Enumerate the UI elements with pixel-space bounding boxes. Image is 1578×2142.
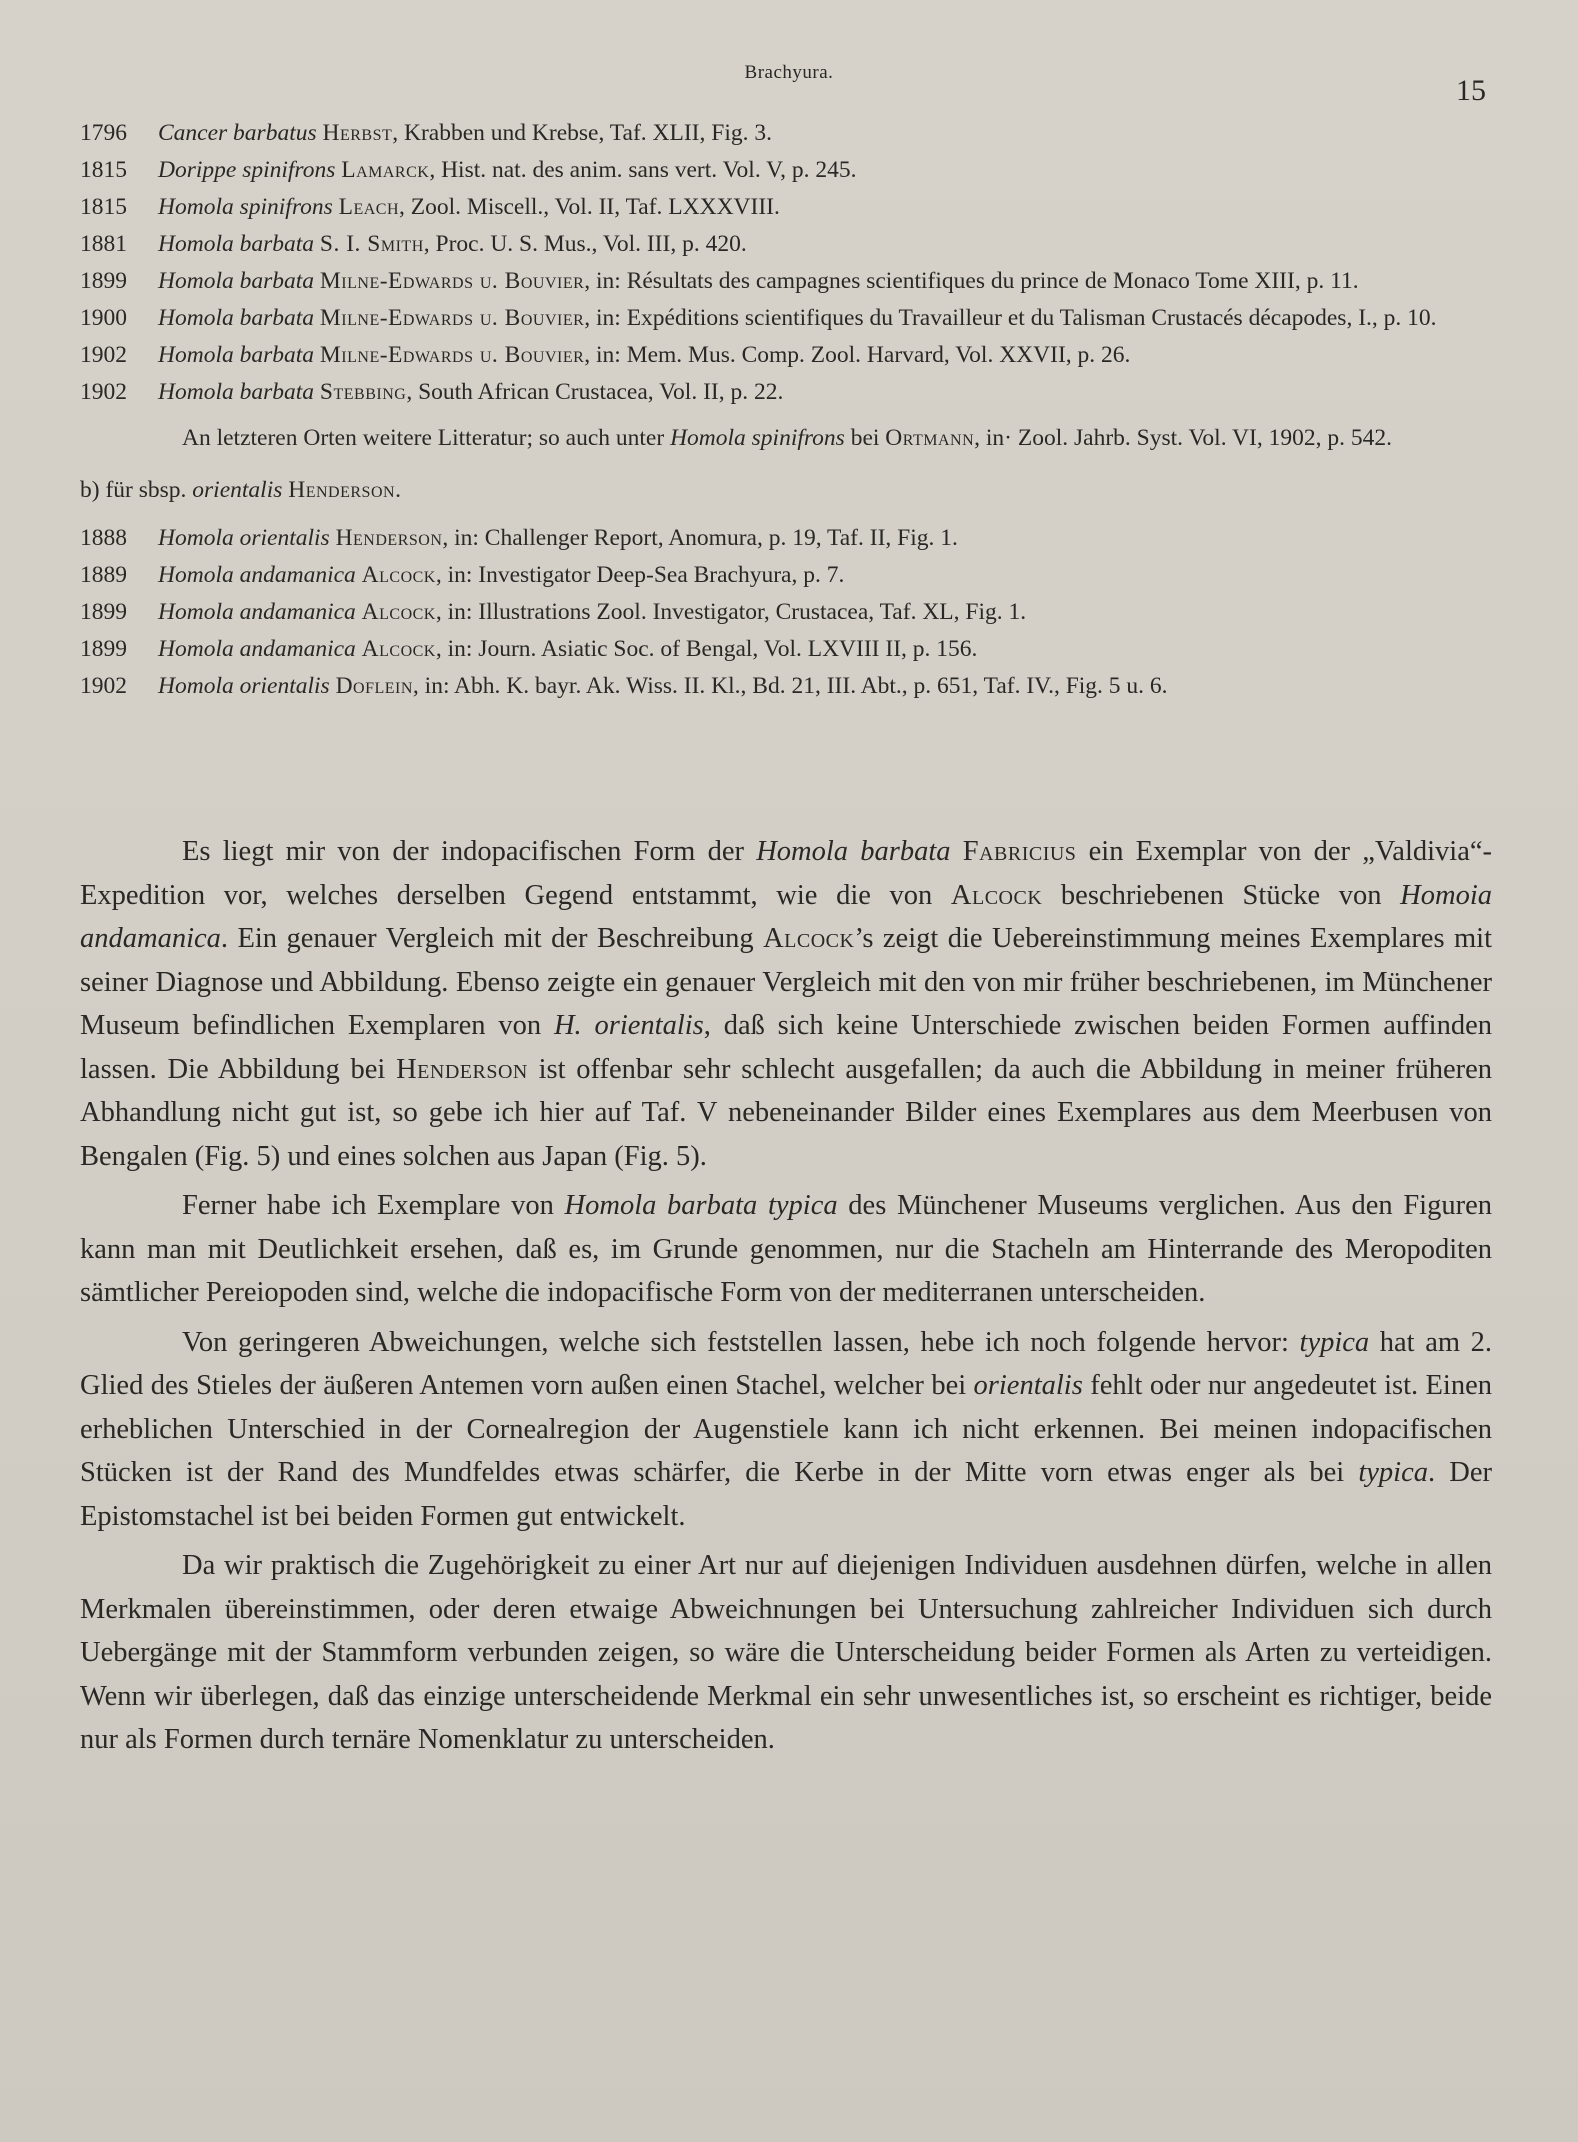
taxon-name: Homola orientalis	[158, 525, 330, 551]
main-text	[80, 830, 1492, 1762]
body-paragraph	[80, 830, 1492, 1178]
author-name: Stebbing	[319, 379, 407, 405]
text-run: hat am 2. Glied des Stieles der äußeren Antemen vorn außen einen Stachel, welcher bei	[80, 1326, 1492, 1401]
reference-source: , in: Mem. Mus. Comp. Zool. Harvard, Vol. XXVII, p. 26.	[584, 342, 1131, 368]
synonymy-references-b	[80, 521, 1492, 703]
reference-entry	[80, 227, 1492, 261]
text-run: . Ein genauer Vergleich mit der Beschreibung	[220, 923, 764, 954]
synonymy-references-a	[80, 116, 1492, 409]
taxon-name: Homola barbata	[756, 836, 951, 867]
taxon-name: Homola spinifrons	[158, 194, 333, 220]
author-name: Henderson	[335, 525, 443, 551]
taxon-name: Dorippe spinifrons	[158, 157, 336, 183]
author-name: Herbst	[322, 120, 393, 146]
reference-year: 1881	[80, 231, 127, 257]
taxon-name: Homola barbata	[158, 231, 315, 257]
text-run: . Der Epistomstachel ist bei beiden Formen gut entwickelt.	[80, 1457, 1492, 1532]
taxon-name: Homola barbata	[158, 268, 315, 294]
reference-entry	[80, 632, 1492, 666]
reference-source: , in: Illustrations Zool. Investigator, Crustacea, Taf. XL, Fig. 1.	[435, 599, 1027, 625]
reference-source: , Proc. U. S. Mus., Vol. III, p. 420.	[423, 231, 747, 257]
reference-source: , Zool. Miscell., Vol. II, Taf. LXXXVIII.	[399, 194, 780, 220]
taxon-name: typica	[1358, 1457, 1428, 1488]
author-name: Lamarck	[341, 157, 430, 183]
body-paragraph	[80, 1321, 1492, 1539]
author-name: Milne-Edwards u. Bouvier	[319, 305, 585, 331]
reference-year: 1899	[80, 636, 127, 662]
reference-source: , Krabben und Krebse, Taf. XLII, Fig. 3.	[392, 120, 772, 146]
taxon-name: Homola barbata	[158, 342, 315, 368]
reference-source: , in: Résultats des campagnes scientifiques du prince de Monaco Tome XIII, p. 11.	[584, 268, 1359, 294]
taxon-name: Homola barbata	[158, 305, 315, 331]
note-text: bei	[844, 425, 886, 451]
reference-entry	[80, 338, 1492, 372]
taxon-name: Homola andamanica	[158, 599, 356, 625]
text-run: beschriebenen Stücke von	[1042, 879, 1401, 911]
running-title: Brachyura.	[744, 62, 834, 83]
taxon-name: Homola spinifrons	[670, 425, 845, 451]
reference-source: , in: Abh. K. bayr. Ak. Wiss. II. Kl., Bd. 21, III. Abt., p. 651, Taf. IV., Fig. 5 u. 6.	[412, 673, 1168, 699]
reference-year: 1796	[80, 120, 127, 146]
taxon-name: Homola barbata	[158, 379, 315, 405]
author-name: Ortmann	[885, 425, 975, 451]
reference-source: , in: Expéditions scientifiques du Travailleur et du Talisman Crustacés décapodes, I., p. 10.	[584, 305, 1437, 331]
reference-entry	[80, 521, 1492, 555]
text-run: Ferner habe ich Exemplare von	[182, 1190, 565, 1221]
body-paragraph	[80, 1184, 1492, 1315]
text-run	[951, 836, 963, 867]
reference-entry	[80, 375, 1492, 409]
taxon-name: orientalis	[973, 1370, 1083, 1401]
reference-source: , in: Journ. Asiatic Soc. of Bengal, Vol. LXVIII II, p. 156.	[435, 636, 978, 662]
reference-entry	[80, 595, 1492, 629]
taxon-name: Homoia andamanica	[80, 879, 1492, 954]
author-name: Alcock	[950, 879, 1043, 911]
text-run: ein Exemplar von der „Valdivia“-Expedition vor, welches derselben Gegend entstammt, wie die von	[80, 836, 1493, 911]
reference-source: , Hist. nat. des anim. sans vert. Vol. V, p. 245.	[429, 157, 857, 183]
reference-year: 1889	[80, 562, 127, 588]
reference-source: , South African Crustacea, Vol. II, p. 22.	[406, 379, 784, 405]
author-name: Henderson	[288, 477, 396, 503]
taxon-name: Homola andamanica	[158, 562, 356, 588]
subspecies-heading	[80, 473, 1492, 507]
author-name: S. I. Smith	[319, 231, 424, 257]
synonymy-list	[80, 116, 1492, 706]
text-run: des Münchener Museums verglichen. Aus den Figuren kann man mit Deutlichkeit ersehen, daß es, im Grunde genommen, nur die Stacheln am Hinterrande des Meropoditen sämtlicher Pereiopoden sind, welche die indopacifische Form von der mediterranen unterscheiden.	[80, 1190, 1492, 1308]
taxon-name: H. orientalis	[553, 1010, 704, 1041]
taxon-name: Homola barbata typica	[564, 1190, 838, 1221]
author-name: Alcock	[361, 562, 436, 588]
author-name: Alcock	[763, 923, 855, 954]
reference-year: 1899	[80, 268, 127, 294]
text-run: , daß sich keine Unterschiede zwischen beiden Formen auffinden lassen. Die Abbildung bei	[80, 1010, 1492, 1085]
text-run: ’s zeigt die Uebereinstimmung meines Exemplares mit seiner Diagnose und Abbildung. Ebenso zeigte ein genauer Vergleich mit den von mir früher beschriebenen, im Münchener Museum befindlichen Exemplaren von	[80, 923, 1492, 1041]
reference-year: 1900	[80, 305, 127, 331]
reference-entry	[80, 116, 1492, 150]
reference-year: 1815	[80, 194, 127, 220]
author-name: Alcock	[361, 636, 436, 662]
text-run: Von geringeren Abweichungen, welche sich feststellen lassen, hebe ich noch folgende hervor:	[182, 1326, 1300, 1358]
taxon-name: typica	[1299, 1326, 1370, 1358]
author-name: Leach	[338, 194, 400, 220]
author-name: Doflein	[335, 673, 413, 699]
reference-year: 1899	[80, 599, 127, 625]
reference-entry	[80, 190, 1492, 224]
reference-entry	[80, 669, 1492, 703]
reference-source: , in: Challenger Report, Anomura, p. 19, Taf. II, Fig. 1.	[442, 525, 958, 551]
author-name: Fabricius	[962, 836, 1077, 867]
body-paragraph	[80, 1544, 1492, 1762]
reference-source: , in: Investigator Deep-Sea Brachyura, p. 7.	[435, 562, 845, 588]
author-name: Milne-Edwards u. Bouvier	[319, 342, 585, 368]
author-name: Milne-Edwards u. Bouvier	[319, 268, 585, 294]
taxon-name: Cancer barbatus	[158, 120, 317, 146]
taxon-name: orientalis	[192, 477, 283, 503]
subhead-text: .	[395, 477, 401, 503]
note-text: , in· Zool. Jahrb. Syst. Vol. VI, 1902, p. 542.	[974, 425, 1392, 451]
page-number: 15	[1456, 74, 1486, 107]
reference-entry	[80, 558, 1492, 592]
text-run: Es liegt mir von der indopacifischen Form der	[182, 836, 757, 867]
literature-note	[80, 421, 1492, 455]
author-name: Henderson	[396, 1053, 528, 1085]
text-run: fehlt oder nur angedeutet ist. Einen erheblichen Unterschied in der Cornealregion der Augenstiele kann ich nicht erkennen. Bei meinen indopacifischen Stücken ist der Rand des Mundfeldes etwas schärfer, die Kerbe in der Mitte vorn etwas enger als bei	[80, 1370, 1492, 1488]
reference-year: 1902	[80, 342, 127, 368]
subhead-text: b) für sbsp.	[80, 477, 193, 503]
reference-year: 1815	[80, 157, 127, 183]
taxon-name: Homola andamanica	[158, 636, 356, 662]
reference-entry	[80, 301, 1492, 335]
taxon-name: Homola orientalis	[158, 673, 330, 699]
reference-entry	[80, 153, 1492, 187]
reference-year: 1902	[80, 673, 127, 699]
note-text: An letzteren Orten weitere Litteratur; so auch unter	[182, 425, 671, 451]
reference-entry	[80, 264, 1492, 298]
text-run: ist offenbar sehr schlecht ausgefallen; da auch die Abbildung in meiner früheren Abhandlung nicht gut ist, so gebe ich hier auf Taf. V nebeneinander Bilder eines Exemplares aus dem Meerbusen von Bengalen (Fig. 5) und eines solchen aus Japan (Fig. 5).	[80, 1053, 1493, 1172]
reference-year: 1902	[80, 379, 127, 405]
text-run: Da wir praktisch die Zugehörigkeit zu einer Art nur auf diejenigen Individuen ausdehnen dürfen, welche in allen Merkmalen übereinstimmen, oder deren etwaige Abweichnungen bei Untersuchung zahlreicher Individuen sich durch Uebergänge mit der Stammform verbunden zeigen, so wäre die Unterscheidung beider Formen als Arten zu verteidigen. Wenn wir überlegen, daß das einzige unterscheidende Merkmal ein sehr unwesentliches ist, so erscheint es richtiger, beide nur als Formen durch ternäre Nomenklatur zu unterscheiden.	[80, 1550, 1492, 1755]
reference-year: 1888	[80, 525, 127, 551]
author-name: Alcock	[361, 599, 436, 625]
